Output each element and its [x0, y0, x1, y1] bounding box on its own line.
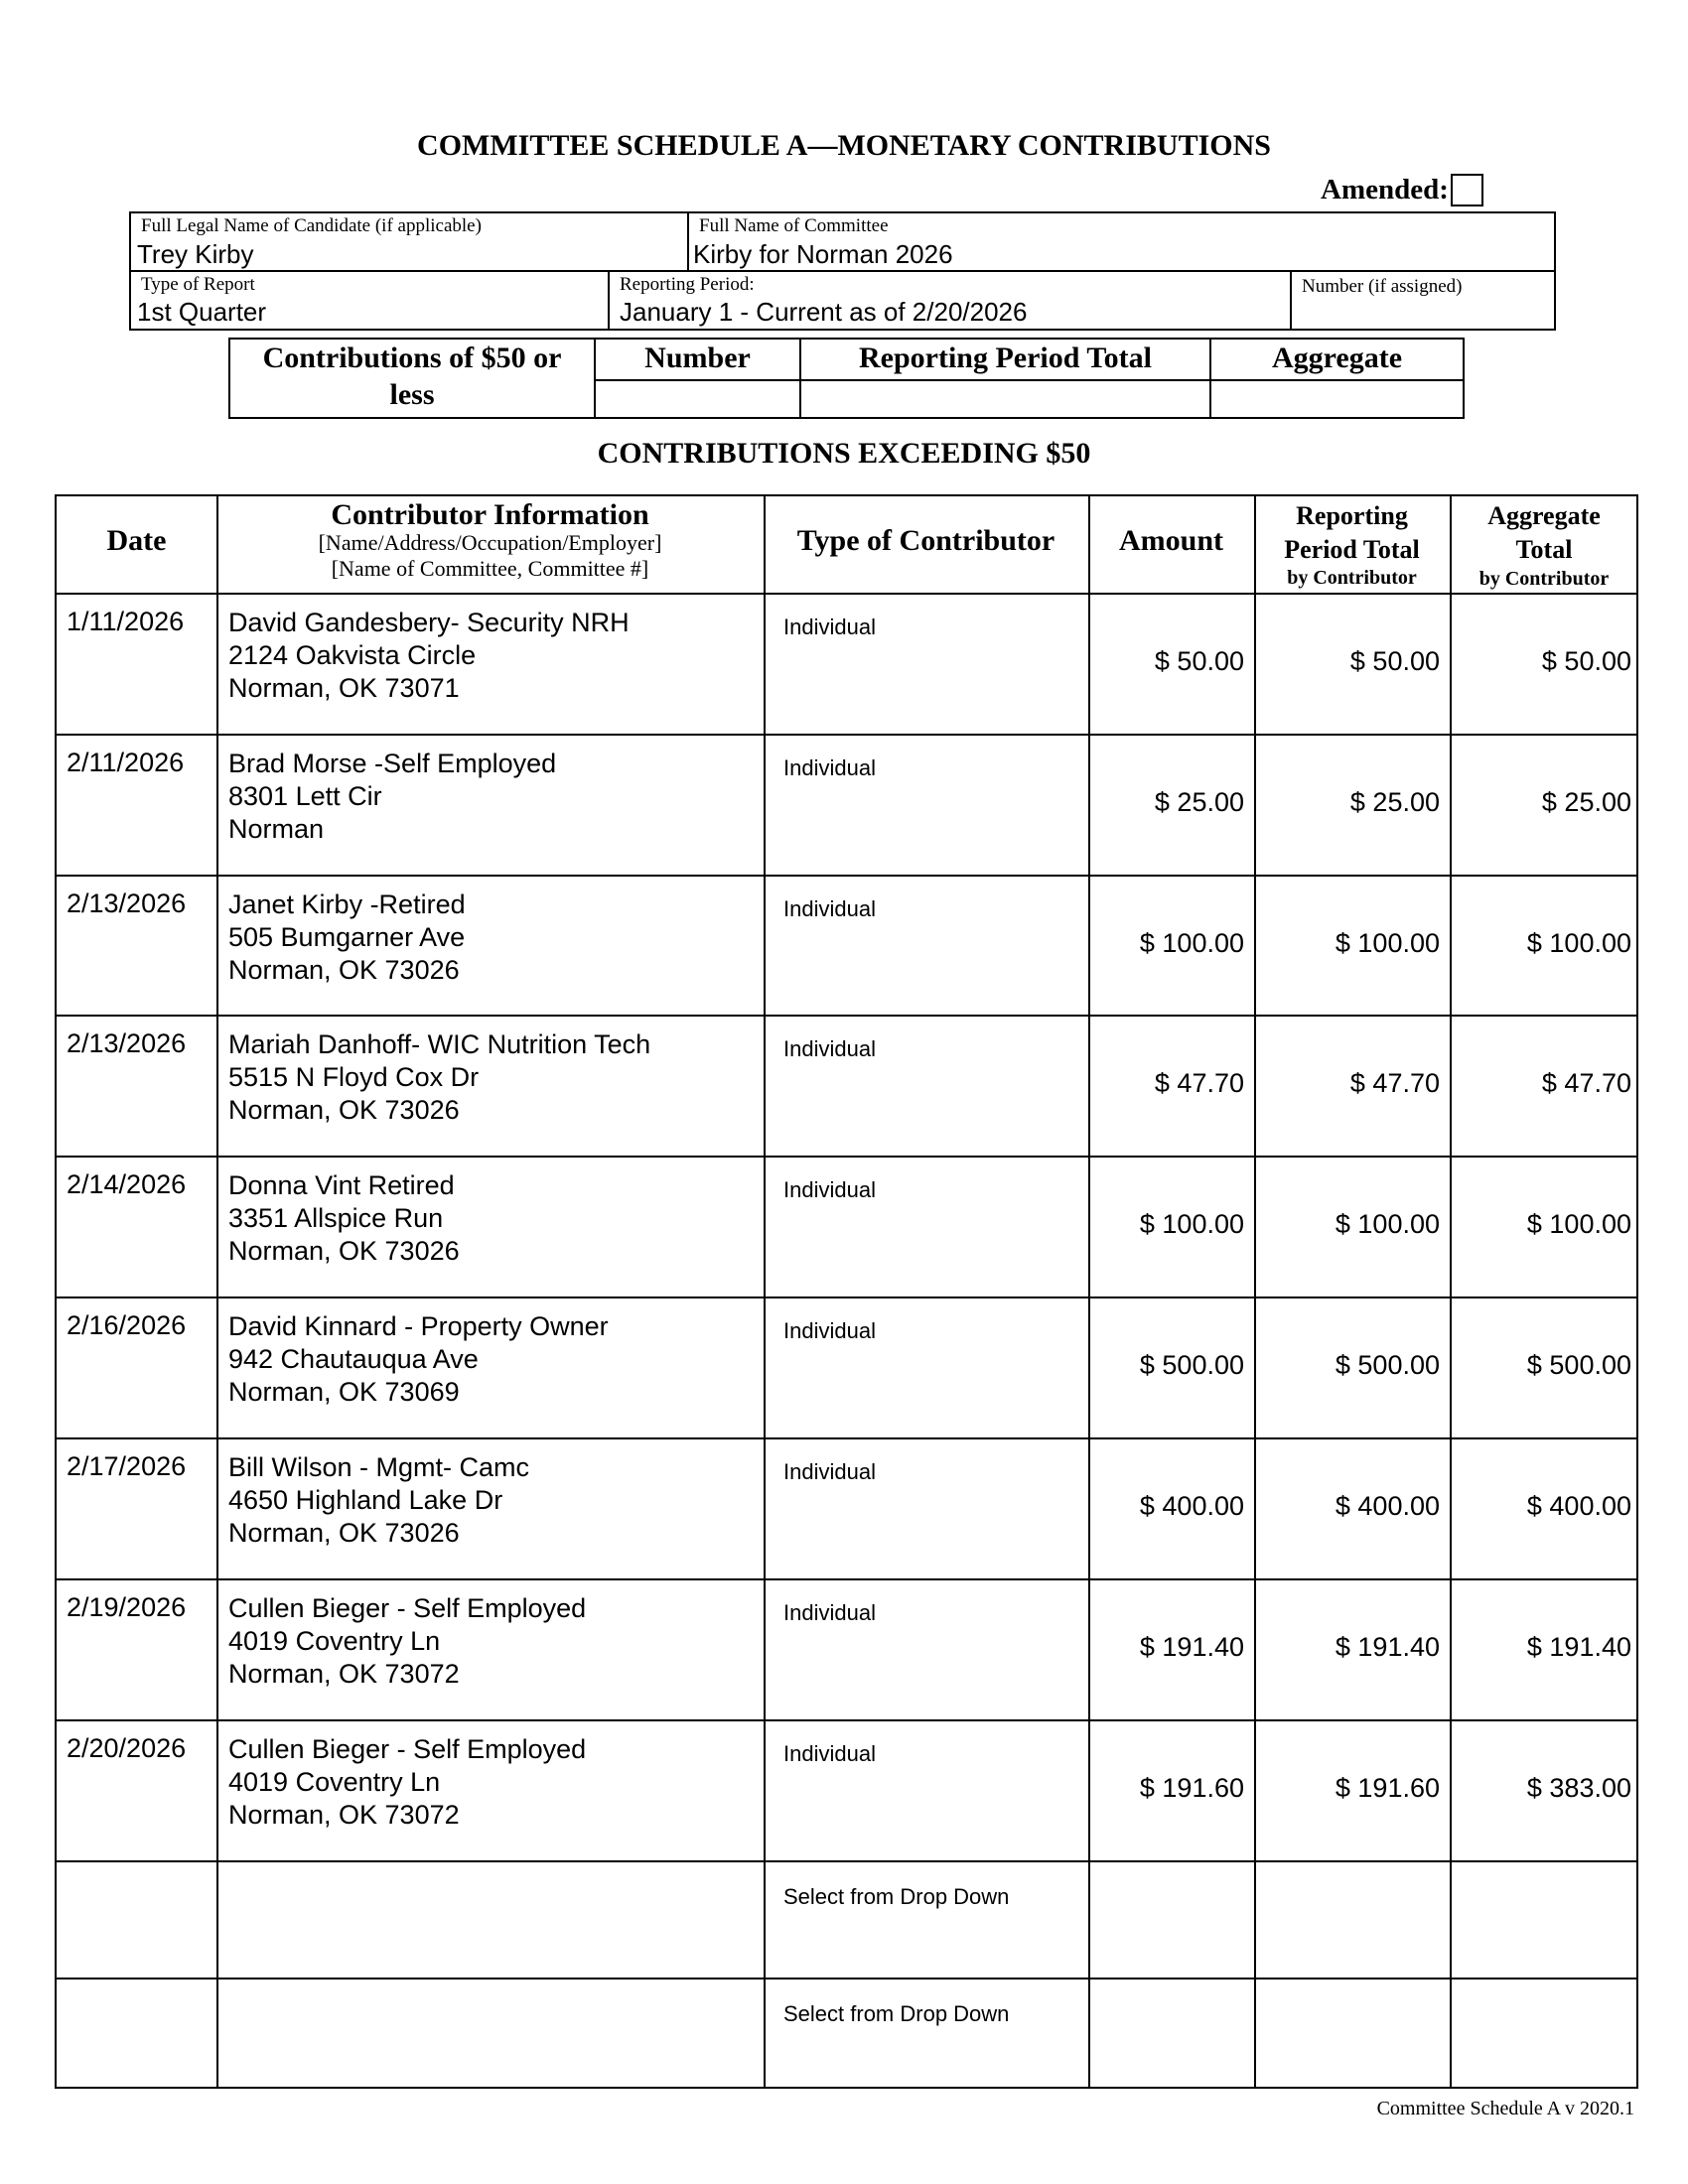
header-period-total-l1: Reporting [1296, 501, 1408, 530]
cell-amount[interactable]: $ 25.00 [1154, 787, 1244, 817]
contributor-city: Norman, OK 73026 [228, 1236, 460, 1266]
committee-name-cell[interactable] [689, 213, 1554, 272]
contributor-address: 8301 Lett Cir [228, 781, 382, 811]
cell-date[interactable]: 2/19/2026 [67, 1592, 187, 1622]
small-period-total-header: Reporting Period Total [801, 340, 1209, 381]
cell-contributor-type-select[interactable]: Individual [783, 1459, 876, 1484]
number-assigned-cell[interactable] [1292, 272, 1554, 329]
cell-amount[interactable]: $ 100.00 [1139, 1209, 1244, 1239]
table-row [57, 875, 1636, 1015]
cell-date[interactable]: 2/16/2026 [67, 1310, 187, 1340]
contributor-name: Donna Vint Retired [228, 1170, 455, 1200]
header-type: Type of Contributor [796, 524, 1055, 557]
small-aggregate-header: Aggregate [1211, 340, 1463, 381]
cell-contributor-type-select[interactable]: Select from Drop Down [783, 2001, 1010, 2026]
cell-amount[interactable]: $ 191.60 [1139, 1773, 1244, 1803]
number-assigned-label: Number (if assigned) [1302, 276, 1463, 297]
cell-amount[interactable]: $ 400.00 [1139, 1491, 1244, 1521]
report-info-box [129, 211, 1556, 331]
cell-date[interactable]: 2/11/2026 [67, 748, 185, 777]
amended-label: Amended: [1321, 174, 1449, 205]
contributor-city: Norman, OK 73026 [228, 955, 460, 985]
candidate-name-label: Full Legal Name of Candidate (if applicable) [141, 215, 482, 236]
contributor-address: 4650 Highland Lake Dr [228, 1485, 503, 1515]
contributor-address: 942 Chautauqua Ave [228, 1344, 479, 1374]
header-date: Date [106, 524, 167, 557]
cell-aggregate[interactable]: $ 191.40 [1526, 1632, 1631, 1662]
cell-date[interactable]: 1/11/2026 [67, 607, 185, 636]
table-row [57, 1578, 1636, 1719]
cell-period-total[interactable]: $ 191.40 [1335, 1632, 1440, 1662]
cell-period-total[interactable]: $ 50.00 [1349, 646, 1440, 676]
contributor-name: Cullen Bieger - Self Employed [228, 1734, 587, 1764]
amended-field [1321, 174, 1483, 206]
cell-amount[interactable]: $ 50.00 [1154, 646, 1244, 676]
header-contributor-sub2: [Name of Committee, Committee #] [331, 556, 649, 581]
contributor-address: 5515 N Floyd Cox Dr [228, 1062, 480, 1092]
small-number-header: Number [596, 340, 799, 381]
cell-date[interactable]: 2/20/2026 [67, 1733, 187, 1763]
cell-period-total[interactable]: $ 400.00 [1335, 1491, 1440, 1521]
cell-aggregate[interactable]: $ 383.00 [1526, 1773, 1631, 1803]
cell-contributor-type-select[interactable]: Individual [783, 1600, 876, 1625]
cell-contributor-info[interactable] [228, 1169, 460, 1268]
section-title-exceeding: CONTRIBUTIONS EXCEEDING $50 [597, 437, 1091, 470]
cell-contributor-info[interactable] [228, 607, 630, 705]
report-type-value: 1st Quarter [137, 297, 267, 327]
cell-date[interactable]: 2/17/2026 [67, 1451, 187, 1481]
reporting-period-cell[interactable] [610, 272, 1292, 329]
cell-period-total[interactable]: $ 100.00 [1335, 928, 1440, 958]
contributions-table [55, 494, 1638, 2089]
small-aggregate-input[interactable] [1211, 381, 1463, 419]
cell-contributor-info[interactable] [228, 1028, 650, 1127]
small-contributions-label [230, 340, 596, 417]
header-aggregate [1450, 498, 1638, 591]
table-row [57, 1437, 1636, 1578]
contributor-name: David Kinnard - Property Owner [228, 1311, 609, 1341]
cell-contributor-info[interactable] [228, 748, 556, 846]
header-contributor-info [216, 496, 764, 582]
small-contributions-label-line2: less [389, 378, 435, 411]
contributor-city: Norman, OK 73072 [228, 1800, 460, 1830]
cell-date[interactable]: 2/13/2026 [67, 888, 187, 918]
small-period-total-input[interactable] [801, 381, 1209, 419]
contributor-name: Brad Morse -Self Employed [228, 749, 557, 778]
cell-contributor-info[interactable] [228, 1310, 609, 1409]
cell-contributor-info[interactable] [228, 888, 466, 987]
contributor-city: Norman, OK 73069 [228, 1377, 460, 1407]
contributor-city: Norman, OK 73071 [228, 673, 460, 703]
contributor-name: David Gandesbery- Security NRH [228, 608, 630, 637]
cell-aggregate[interactable]: $ 25.00 [1541, 787, 1631, 817]
contributor-address: 2124 Oakvista Circle [228, 640, 477, 670]
contributor-city: Norman [228, 814, 325, 844]
candidate-name-value: Trey Kirby [137, 239, 254, 269]
cell-period-total[interactable]: $ 47.70 [1349, 1068, 1440, 1098]
header-period-total [1254, 498, 1450, 589]
header-contributor-title: Contributor Information [331, 498, 649, 531]
committee-name-label: Full Name of Committee [699, 215, 889, 236]
table-row [57, 1860, 1636, 1978]
cell-contributor-type-select[interactable]: Select from Drop Down [783, 1884, 1010, 1909]
report-type-cell[interactable] [131, 272, 610, 329]
table-row [57, 1719, 1636, 1860]
page-title: COMMITTEE SCHEDULE A—MONETARY CONTRIBUTIONS [417, 129, 1271, 162]
contributor-address: 3351 Allspice Run [228, 1203, 444, 1233]
cell-contributor-type-select[interactable]: Individual [783, 755, 876, 780]
reporting-period-label: Reporting Period: [620, 274, 755, 295]
small-number-input[interactable] [596, 381, 799, 419]
header-aggregate-l3: by Contributor [1478, 568, 1610, 590]
cell-aggregate[interactable]: $ 400.00 [1526, 1491, 1631, 1521]
contributor-address: 505 Bumgarner Ave [228, 922, 466, 952]
cell-aggregate[interactable]: $ 100.00 [1526, 928, 1631, 958]
header-period-total-l2: Period Total [1284, 535, 1420, 564]
header-aggregate-l2: Total [1515, 535, 1573, 564]
table-row [57, 1015, 1636, 1156]
contributor-name: Cullen Bieger - Self Employed [228, 1593, 587, 1623]
header-period-total-l3: by Contributor [1287, 567, 1417, 589]
candidate-name-cell[interactable] [131, 213, 689, 272]
amended-checkbox[interactable] [1451, 174, 1483, 206]
cell-contributor-type-select[interactable]: Individual [783, 1177, 876, 1202]
cell-contributor-type-select[interactable]: Individual [783, 614, 876, 639]
contributor-name: Bill Wilson - Mgmt- Camc [228, 1452, 530, 1482]
report-type-label: Type of Report [141, 274, 255, 295]
cell-amount[interactable]: $ 191.40 [1139, 1632, 1244, 1662]
small-number-column [596, 340, 801, 417]
cell-aggregate[interactable]: $ 47.70 [1541, 1068, 1631, 1098]
cell-amount[interactable]: $ 100.00 [1139, 928, 1244, 958]
contributor-address: 4019 Coventry Ln [228, 1767, 441, 1797]
cell-period-total[interactable]: $ 100.00 [1335, 1209, 1440, 1239]
header-contributor-sub1: [Name/Address/Occupation/Employer] [318, 530, 662, 555]
cell-amount[interactable]: $ 47.70 [1154, 1068, 1244, 1098]
cell-date[interactable]: 2/14/2026 [67, 1169, 187, 1199]
reporting-period-value: January 1 - Current as of 2/20/2026 [620, 297, 1028, 327]
table-row [57, 1156, 1636, 1297]
cell-aggregate[interactable]: $ 50.00 [1541, 646, 1631, 676]
cell-period-total[interactable]: $ 500.00 [1335, 1350, 1440, 1380]
cell-contributor-type-select[interactable]: Individual [783, 1741, 876, 1766]
cell-contributor-info[interactable] [228, 1733, 586, 1832]
table-row [57, 593, 1636, 734]
cell-date[interactable]: 2/13/2026 [67, 1028, 187, 1058]
cell-contributor-info[interactable] [228, 1451, 529, 1550]
small-aggregate-column [1211, 340, 1463, 417]
committee-name-value: Kirby for Norman 2026 [693, 239, 953, 269]
cell-contributor-info[interactable] [228, 1592, 586, 1691]
cell-contributor-type-select[interactable]: Individual [783, 1318, 876, 1343]
contributor-city: Norman, OK 73026 [228, 1095, 460, 1125]
contributor-address: 4019 Coventry Ln [228, 1626, 441, 1656]
contributor-city: Norman, OK 73026 [228, 1518, 460, 1548]
contributor-name: Mariah Danhoff- WIC Nutrition Tech [228, 1029, 651, 1059]
header-amount: Amount [1118, 524, 1223, 557]
table-row [57, 1297, 1636, 1437]
cell-contributor-type-select[interactable]: Individual [783, 896, 876, 921]
table-row [57, 1978, 1636, 2088]
cell-amount[interactable]: $ 500.00 [1139, 1350, 1244, 1380]
header-aggregate-l1: Aggregate [1487, 501, 1601, 530]
form-version-footer: Committee Schedule A v 2020.1 [1376, 2098, 1634, 2119]
cell-period-total[interactable]: $ 25.00 [1349, 787, 1440, 817]
cell-contributor-type-select[interactable]: Individual [783, 1036, 876, 1061]
contributor-name: Janet Kirby -Retired [228, 889, 466, 919]
table-row [57, 734, 1636, 875]
cell-aggregate[interactable]: $ 500.00 [1526, 1350, 1631, 1380]
contributor-city: Norman, OK 73072 [228, 1659, 460, 1689]
small-contributions-table [228, 338, 1465, 419]
cell-period-total[interactable]: $ 191.60 [1335, 1773, 1440, 1803]
small-period-total-column [801, 340, 1211, 417]
cell-aggregate[interactable]: $ 100.00 [1526, 1209, 1631, 1239]
small-contributions-label-line1: Contributions of $50 or [262, 341, 562, 374]
